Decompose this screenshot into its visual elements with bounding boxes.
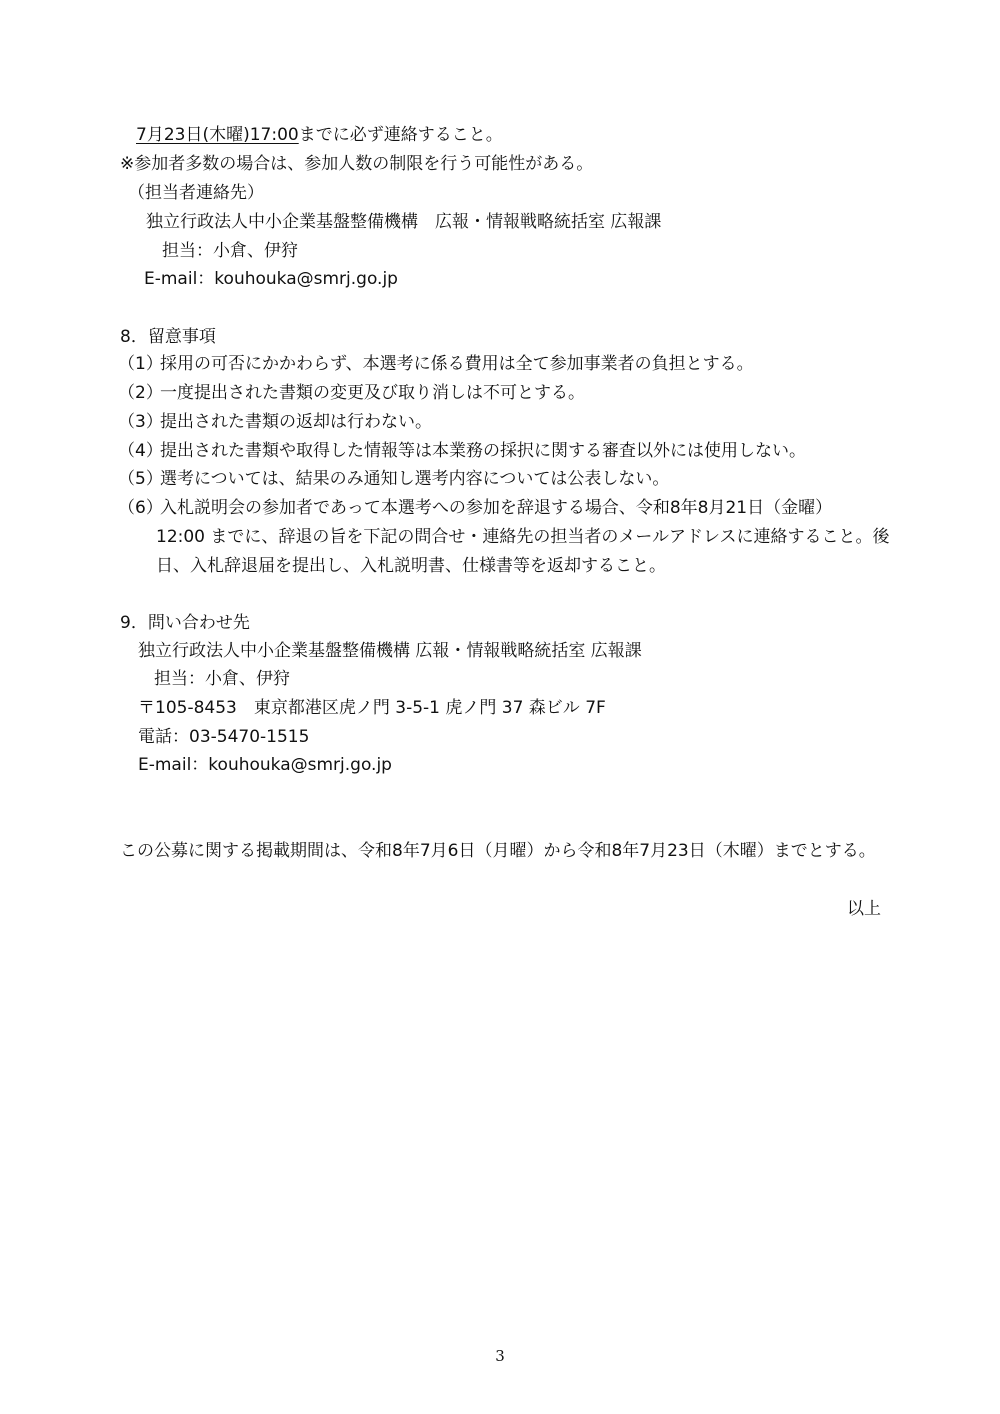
notice-item-number: （5） [118,469,163,489]
deadline-line [136,124,503,146]
notice-item-text: 提出された書類や取得した情報等は本業務の採択に関する審査以外には使用しない。 [160,441,806,461]
notice-item-number: （6） [118,498,163,518]
notice-item-4 [118,440,806,462]
notice-item-6 [118,497,832,519]
inquiry-phone: 電話：03-5470-1515 [138,727,310,747]
inquiry-address: 〒105-8453 東京都港区虎ノ門 3-5-1 虎ノ門 37 森ビル 7F [138,698,606,718]
notice-item-3 [118,411,432,433]
closing-mark: 以上 [847,899,881,919]
notice-item-2 [118,382,585,404]
section9-heading: 9．問い合わせ先 [120,613,250,633]
notice-item-text: 選考については、結果のみ通知し選考内容については公表しない。 [160,469,670,489]
notice-item-5 [118,468,669,490]
deadline-date: 7月23日(木曜)17:00 [136,125,299,145]
contact-heading: （担当者連絡先） [128,183,264,203]
notice-item-text: 採用の可否にかかわらず、本選考に係る費用は全て参加事業者の負担とする。 [160,354,754,374]
notice-item-text: 提出された書類の返却は行わない。 [160,412,432,432]
notice-item-number: （2） [118,383,163,403]
section8-heading: 8．留意事項 [120,327,216,347]
notice-item-1 [118,353,754,375]
notice-item-number: （3） [118,412,163,432]
notice-item-6-continued: 日、入札辞退届を提出し、入札説明書、仕様書等を返却すること。 [156,556,666,576]
notice-item-text: 一度提出された書類の変更及び取り消しは不可とする。 [160,383,585,403]
inquiry-email: E-mail：kouhouka@smrj.go.jp [138,755,392,775]
contact-email: E-mail：kouhouka@smrj.go.jp [144,269,398,289]
contact-org: 独立行政法人中小企業基盤整備機構 広報・情報戦略統括室 広報課 [146,212,662,232]
page-number: 3 [495,1347,505,1365]
notice-item-6-continued: 12:00 までに、辞退の旨を下記の問合せ・連絡先の担当者のメールアドレスに連絡すること。後 [156,527,890,547]
notice-item-number: （1） [118,354,163,374]
deadline-text: までに必ず連絡すること。 [298,125,503,145]
inquiry-person: 担当：小倉、伊狩 [154,669,290,689]
posting-period: この公募に関する掲載期間は、令和8年7月6日（月曜）から令和8年7月23日（木曜）までとする。 [120,841,876,861]
participant-limit-note: ※参加者多数の場合は、参加人数の制限を行う可能性がある。 [120,154,594,174]
inquiry-org: 独立行政法人中小企業基盤整備機構 広報・情報戦略統括室 広報課 [138,641,642,661]
notice-item-number: （4） [118,441,163,461]
contact-person: 担当：小倉、伊狩 [162,241,298,261]
notice-item-text: 入札説明会の参加者であって本選考への参加を辞退する場合、令和8年8月21日（金曜） [160,498,833,518]
